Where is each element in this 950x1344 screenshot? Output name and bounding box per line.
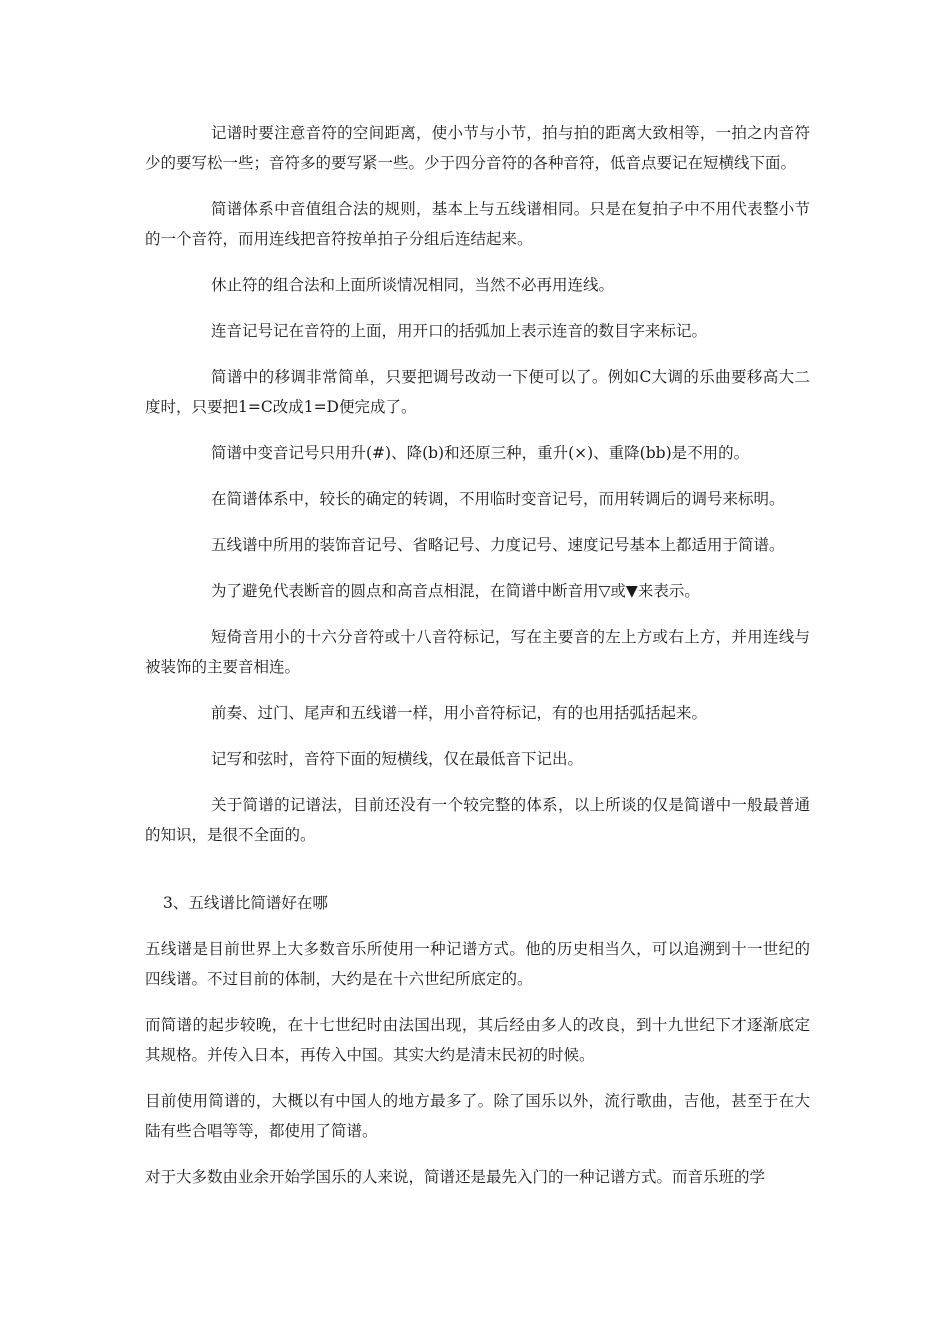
document-page [145,118,810,1192]
paragraph-modulation: 在简谱体系中，较长的确定的转调，不用临时变音记号，而用转调后的调号来标明。 [211,490,785,508]
paragraph-gap [145,254,810,270]
paragraph-transposition: 简谱中的移调非常简单，只要把调号改动一下便可以了。例如C大调的乐曲要移高大二度时，只要把1=C改成1=D便完成了。 [145,368,810,416]
paragraph-rests: 休止符的组合法和上面所谈情况相同，当然不必再用连线。 [211,276,615,294]
paragraph-gap [145,1146,810,1162]
paragraph-gap [145,468,810,484]
paragraph-gap [145,1070,810,1086]
paragraph-tuplets: 连音记号记在音符的上面，用开口的括弧加上表示连音的数目字来标记。 [211,322,708,340]
paragraph-spacing: 记谱时要注意音符的空间距离，使小节与小节，拍与拍的距离大致相等，一拍之内音符少的要写松一些；音符多的要写紧一些。少于四分音符的各种音符，低音点要记在短横线下面。 [145,124,810,172]
paragraph-gap [145,994,810,1010]
paragraph-gap [145,422,810,438]
paragraph-gap [145,346,810,362]
paragraph-gap [145,178,810,194]
paragraph-gap [145,774,810,790]
paragraph-gap [145,682,810,698]
paragraph-beginners: 对于大多数由业余开始学国乐的人来说，简谱还是最先入门的一种记谱方式。而音乐班的学 [145,1168,766,1186]
paragraph-conclusion: 关于简谱的记谱法，目前还没有一个较完整的体系，以上所谈的仅是简谱中一般最普通的知识，是很不全面的。 [145,796,810,844]
paragraph-gap [145,918,810,934]
paragraph-gap [145,606,810,622]
paragraph-chords: 记写和弦时，音符下面的短横线，仅在最低音下记出。 [211,750,584,768]
section-gap [145,850,810,888]
paragraph-ornaments: 五线谱中所用的装饰音记号、省略记号、力度记号、速度记号基本上都适用于简谱。 [211,536,785,554]
paragraph-staff-history: 五线谱是目前世界上大多数音乐所使用一种记谱方式。他的历史相当久，可以追溯到十一世纪的四线谱。不过目前的体制，大约是在十六世纪所底定的。 [145,940,810,988]
paragraph-staccato: 为了避免代表断音的圆点和高音点相混，在简谱中断音用▽或▼来表示。 [211,582,700,600]
paragraph-grace-notes: 短倚音用小的十六分音符或十八音符标记，写在主要音的左上方或右上方，并用连线与被装饰的主要音相连。 [145,628,810,676]
paragraph-gap [145,728,810,744]
section-heading: 3、五线谱比简谱好在哪 [163,894,328,912]
paragraph-grouping-rules: 简谱体系中音值组合法的规则，基本上与五线谱相同。只是在复拍子中不用代表整小节的一个音符，而用连线把音符按单拍子分组后连结起来。 [145,200,810,248]
paragraph-jianpu-history: 而简谱的起步较晚，在十七世纪时由法国出现，其后经由多人的改良，到十九世纪下才逐渐底定其规格。并传入日本，再传入中国。其实大约是清末民初的时候。 [145,1016,810,1064]
paragraph-gap [145,514,810,530]
paragraph-gap [145,300,810,316]
paragraph-gap [145,560,810,576]
paragraph-accidentals: 简谱中变音记号只用升(#)、降(b)和还原三种，重升(×)、重降(bb)是不用的。 [211,444,750,462]
paragraph-jianpu-usage: 目前使用简谱的，大概以有中国人的地方最多了。除了国乐以外，流行歌曲，吉他，甚至于在大陆有些合唱等等，都使用了简谱。 [145,1092,810,1140]
paragraph-prelude: 前奏、过门、尾声和五线谱一样，用小音符标记，有的也用括弧括起来。 [211,704,708,722]
